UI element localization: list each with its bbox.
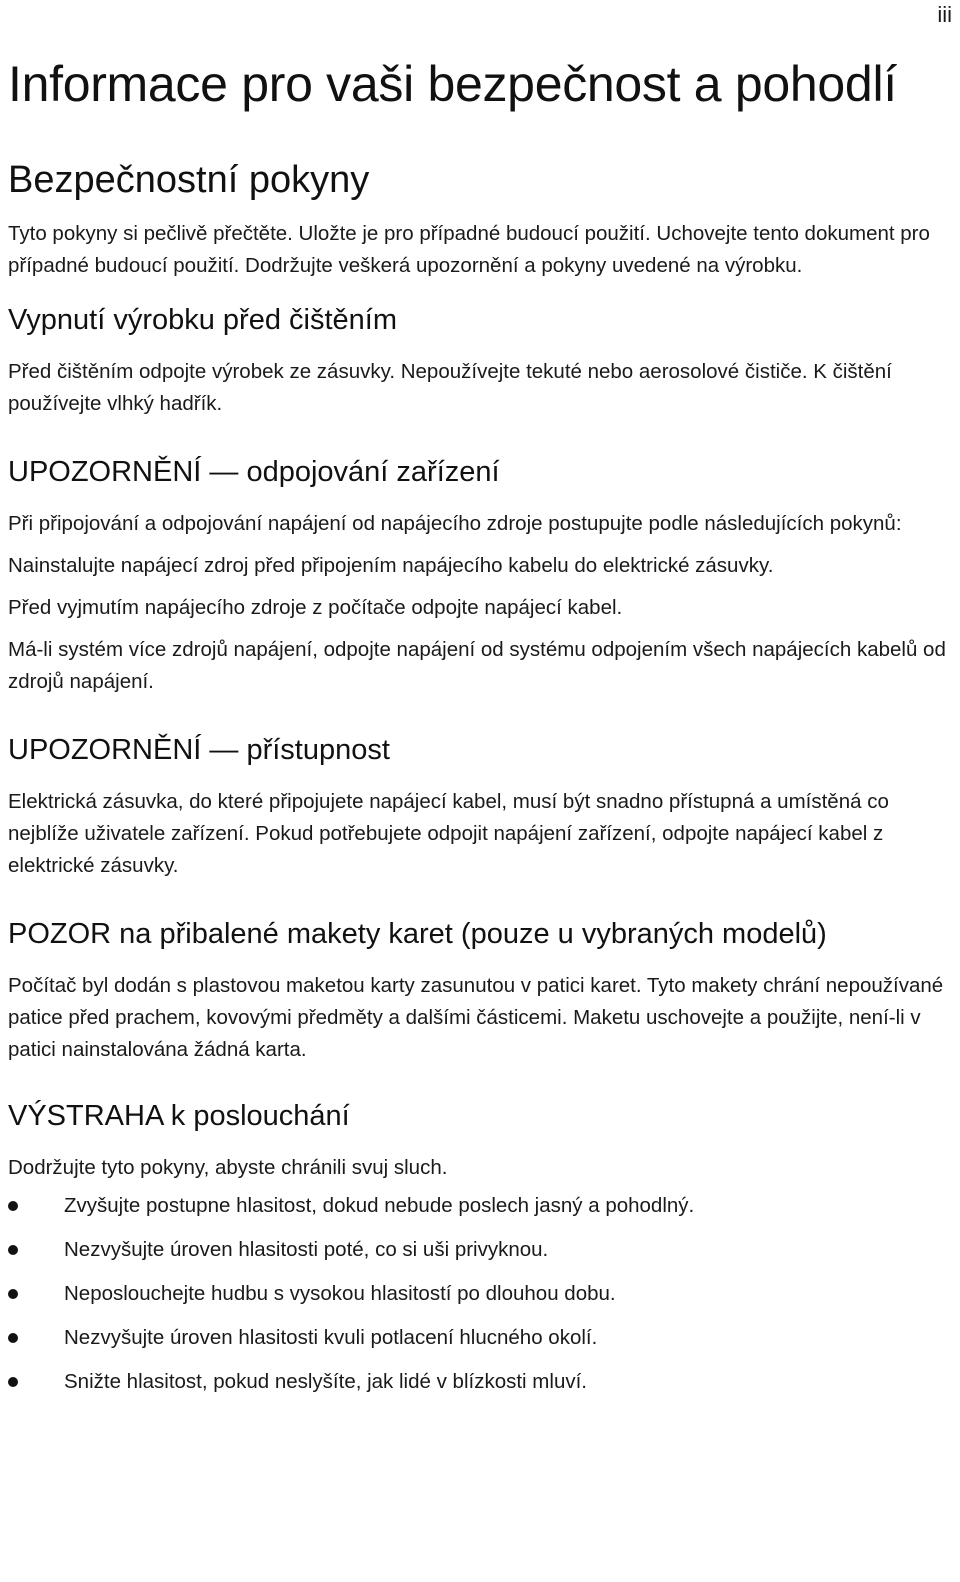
document-body (8, 0, 953, 1398)
heading-accessibility: UPOZORNĚNÍ — přístupnost (8, 734, 390, 766)
listening-bullet-list (8, 1190, 953, 1398)
bullet-icon (8, 1289, 18, 1299)
heading-dummy-cards: POZOR na přibalené makety karet (pouze u vybraných modelů) (8, 918, 827, 950)
bullet-icon (8, 1377, 18, 1387)
list-item (8, 1322, 953, 1354)
paragraph-dummy-cards: Počítač byl dodán s plastovou maketou karty zasunutou v patici karet. Tyto makety chrání nepoužívané patice před prachem, kovovými předměty a dalšími částicemi. Maketu uschovejte a použijte, není-li v patici nainstalována žádná karta. (8, 974, 944, 1061)
intro-paragraph: Tyto pokyny si pečlivě přečtěte. Uložte je pro případné budoucí použití. Uchovejte tento dokument pro případné budoucí použití. Dodržujte veškerá upozornění a pokyny uvedené na výrobku. (8, 222, 930, 277)
bullet-icon (8, 1333, 18, 1343)
list-item (8, 1366, 953, 1398)
list-item-text: Nezvyšujte úroven hlasitosti poté, co si uši privyknou. (64, 1238, 549, 1261)
paragraph-accessibility: Elektrická zásuvka, do které připojujete napájecí kabel, musí být snadno přístupná a umístěná co nejblíže uživatele zařízení. Pokud potřebujete odpojit napájení zařízení, odpojte napájecí kabel z elektrické zásuvky. (8, 790, 889, 877)
page-title: Informace pro vaši bezpečnost a pohodlí (8, 56, 897, 112)
bullet-icon (8, 1201, 18, 1211)
heading-cleaning: Vypnutí výrobku před čištěním (8, 304, 397, 336)
list-item-text: Snižte hlasitost, pokud neslyšíte, jak lidé v blízkosti mluví. (64, 1370, 587, 1393)
list-item-text: Neposlouchejte hudbu s vysokou hlasitostí po dlouhou dobu. (64, 1282, 616, 1305)
paragraph-listening-intro: Dodržujte tyto pokyny, abyste chránili svuj sluch. (8, 1156, 448, 1179)
list-item (8, 1190, 953, 1222)
bullet-icon (8, 1245, 18, 1255)
list-item (8, 1278, 953, 1310)
page-number: iii (937, 2, 952, 27)
list-item-text: Zvyšujte postupne hlasitost, dokud nebude poslech jasný a pohodlný. (64, 1194, 695, 1217)
paragraph-disconnecting-step-2: Před vyjmutím napájecího zdroje z počítače odpojte napájecí kabel. (8, 596, 623, 619)
paragraph-disconnecting-step-3: Má-li systém více zdrojů napájení, odpojte napájení od systému odpojením všech napájecích kabelů od zdrojů napájení. (8, 638, 946, 693)
heading-listening-warning: VÝSTRAHA k poslouchání (8, 1100, 350, 1132)
list-item (8, 1234, 953, 1266)
section-title: Bezpečnostní pokyny (8, 159, 370, 201)
list-item-text: Nezvyšujte úroven hlasitosti kvuli potlacení hlucného okolí. (64, 1326, 598, 1349)
paragraph-disconnecting-step-1: Nainstalujte napájecí zdroj před připojením napájecího kabelu do elektrické zásuvky. (8, 554, 774, 577)
heading-disconnecting: UPOZORNĚNÍ — odpojování zařízení (8, 456, 500, 488)
paragraph-cleaning: Před čištěním odpojte výrobek ze zásuvky. Nepoužívejte tekuté nebo aerosolové čističe. K čištění používejte vlhký hadřík. (8, 360, 892, 415)
paragraph-disconnecting-intro: Při připojování a odpojování napájení od napájecího zdroje postupujte podle následujících pokynů: (8, 512, 902, 535)
